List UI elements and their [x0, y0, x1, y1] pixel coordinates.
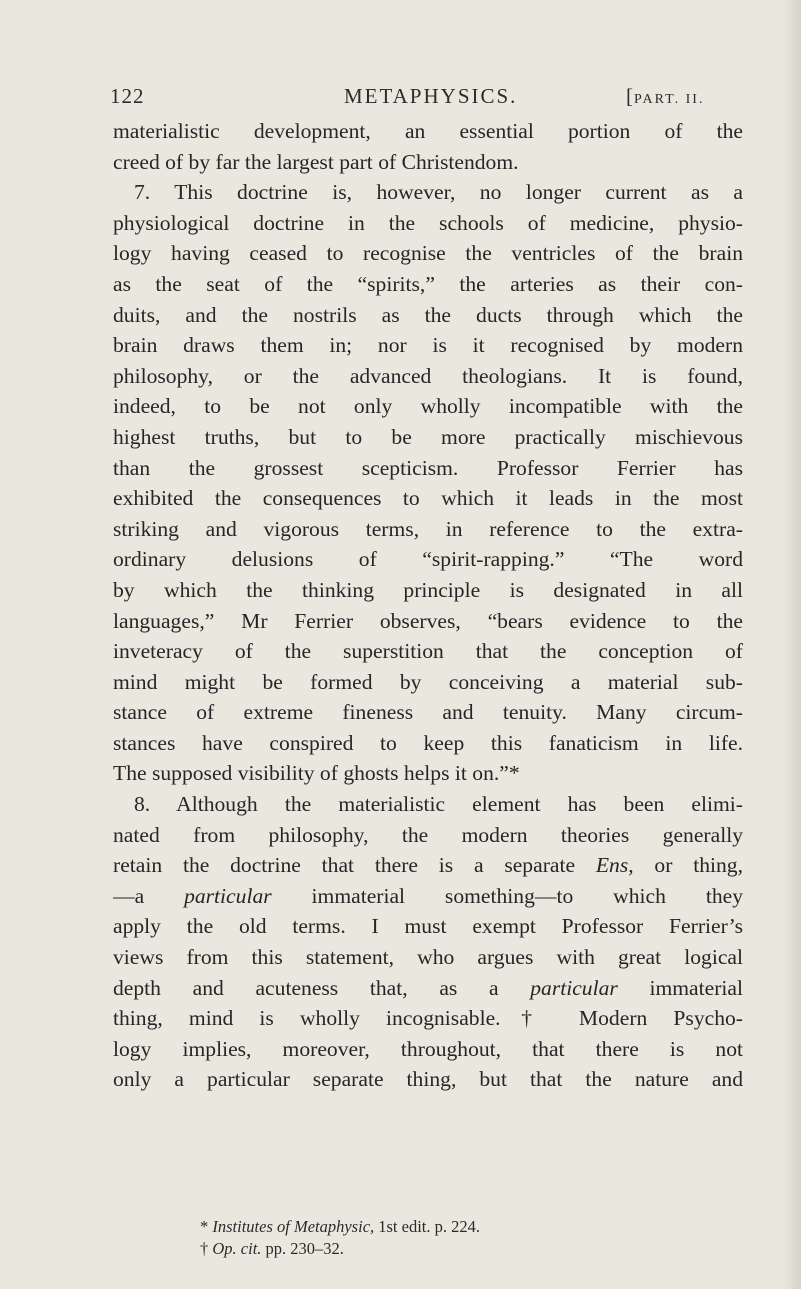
text-line: only a particular separate thing, but that the nature and — [113, 1067, 743, 1092]
text-line: indeed, to be not only wholly incompatible with the — [113, 394, 743, 419]
text-span: —a — [113, 883, 185, 908]
text-span: depth and acuteness that, as a — [113, 975, 531, 1000]
footnote-text: pp. 230–32. — [261, 1239, 344, 1258]
text-line: ordinary delusions of “spirit-rapping.” “The word — [113, 547, 743, 572]
footnotes — [200, 1216, 720, 1260]
text-line: brain draws them in; nor is it recognised by modern — [113, 333, 743, 358]
text-line: by which the thinking principle is designated in all — [113, 577, 743, 602]
text-line: logy implies, moreover, throughout, that there is not — [113, 1036, 743, 1061]
text-line: creed of by far the largest part of Christendom. — [113, 149, 519, 174]
running-head — [110, 84, 750, 114]
footnote-mark: † — [200, 1239, 213, 1258]
text-line: logy having ceased to recognise the ventricles of the brain — [113, 241, 743, 266]
text-line: stances have conspired to keep this fanaticism in life. — [113, 730, 743, 755]
text-line: as the seat of the “spirits,” the arteries as their con- — [113, 271, 743, 296]
part-label — [626, 84, 704, 109]
text-line: nated from philosophy, the modern theories generally — [113, 822, 743, 847]
text-line: views from this statement, who argues with great logical — [113, 945, 743, 970]
text-span: , or thing, — [628, 853, 743, 878]
text-line: physiological doctrine in the schools of medicine, physio- — [113, 210, 743, 235]
text-line: mind might be formed by conceiving a material sub- — [113, 669, 743, 694]
text-line — [113, 850, 743, 881]
italic-term: particular — [530, 975, 618, 1000]
footnote-1 — [200, 1216, 720, 1238]
footnote-title: Op. cit. — [212, 1239, 262, 1258]
text-line — [113, 881, 743, 912]
text-line: than the grossest scepticism. Professor Ferrier has — [113, 455, 743, 480]
text-line: inveteracy of the superstition that the conception of — [113, 639, 743, 664]
text-line — [113, 973, 743, 1004]
text-line: The supposed visibility of ghosts helps it on.”* — [113, 761, 520, 786]
text-line: highest truths, but to be more practically mischievous — [113, 424, 743, 449]
text-span: immaterial something—to which they — [271, 883, 743, 908]
text-line: apply the old terms. I must exempt Professor Ferrier’s — [113, 914, 743, 939]
text-line: materialistic development, an essential portion of the — [113, 119, 743, 143]
footnote-2 — [200, 1238, 720, 1260]
italic-term: Ens — [595, 853, 629, 878]
footnote-title: Institutes of Metaphysic, — [212, 1217, 375, 1236]
text-span: immaterial — [617, 975, 743, 1000]
body-text — [113, 116, 743, 1095]
text-line: duits, and the nostrils as the ducts through which the — [113, 302, 743, 327]
part-text: PART. II. — [634, 92, 705, 107]
text-span: retain the doctrine that there is a separate — [113, 853, 596, 878]
part-bracket: [ — [626, 84, 634, 108]
text-line: exhibited the consequences to which it leads in the most — [113, 486, 743, 511]
text-line: 7. This doctrine is, however, no longer current as a — [134, 180, 743, 205]
text-line: 8. Although the materialistic element has been elimi- — [134, 792, 743, 817]
text-line: languages,” Mr Ferrier observes, “bears evidence to the — [113, 608, 743, 633]
footnote-mark: * — [200, 1217, 213, 1236]
text-line: striking and vigorous terms, in reference to the extra- — [113, 516, 743, 541]
italic-term: particular — [184, 883, 272, 908]
page-number: 122 — [110, 84, 145, 108]
text-line: thing, mind is wholly incognisable.† Modern Psycho- — [113, 1006, 743, 1031]
footnote-text: 1st edit. p. 224. — [374, 1217, 481, 1236]
page-edge-shadow — [783, 0, 801, 1289]
running-title: METAPHYSICS. — [344, 84, 518, 108]
text-line: stance of extreme fineness and tenuity. Many circum- — [113, 700, 743, 725]
text-line: philosophy, or the advanced theologians. It is found, — [113, 363, 743, 388]
